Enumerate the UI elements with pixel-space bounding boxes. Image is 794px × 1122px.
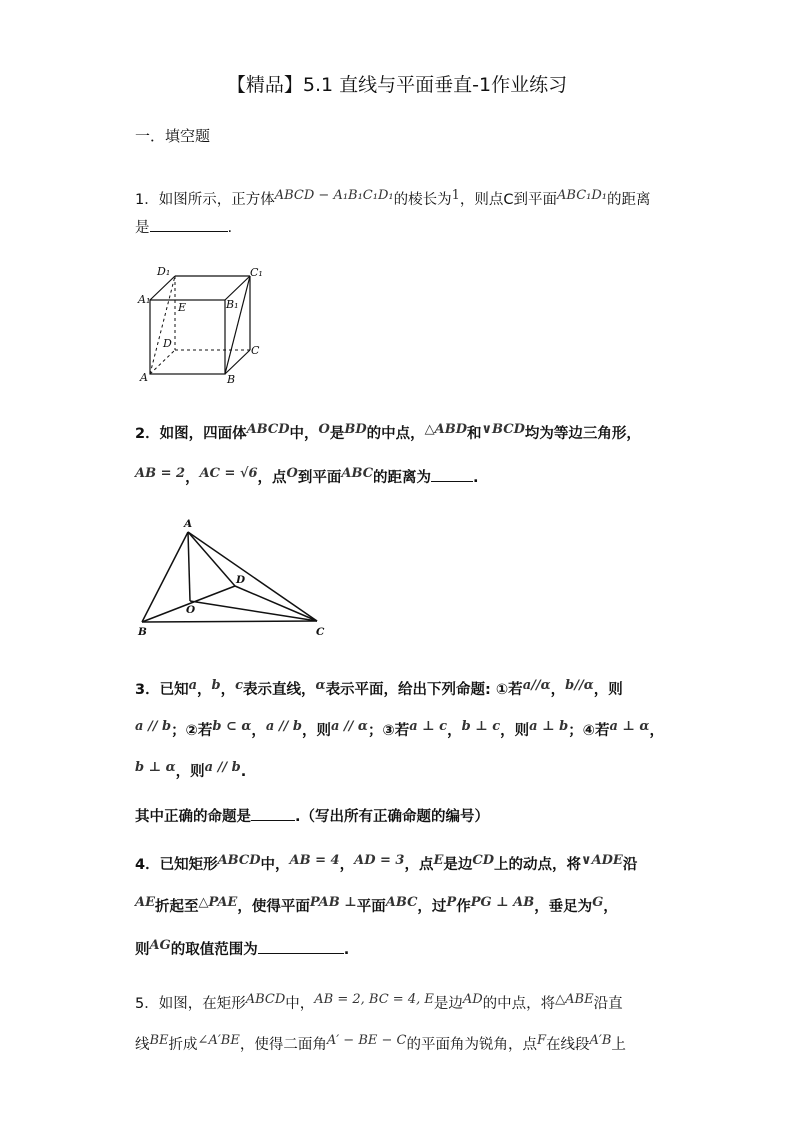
- question-text: 表示直线，: [243, 682, 316, 698]
- question-text: .: [227, 220, 233, 236]
- question-text: ，: [197, 682, 212, 698]
- vertex-label-o: O: [186, 604, 196, 616]
- math-expression: 1: [451, 188, 460, 203]
- question-text: ；④若: [568, 723, 610, 739]
- math-expression: ABCD: [246, 422, 290, 437]
- question-text: 折成: [168, 1037, 198, 1053]
- math-expression: α: [315, 678, 326, 693]
- question-text: 已知: [159, 682, 189, 698]
- math-expression: △PAE: [198, 895, 238, 910]
- math-expression: AD: [462, 992, 483, 1007]
- question-text: ；②若: [171, 723, 213, 739]
- question-text: 沿直: [593, 996, 623, 1012]
- math-expression: a // b: [135, 719, 172, 734]
- vertex-label-a: A: [184, 518, 193, 530]
- question-number: 4．: [135, 857, 160, 873]
- math-expression: AD = 3: [354, 853, 405, 868]
- math-expression: P: [446, 895, 457, 910]
- cube-figure: [130, 262, 270, 390]
- question-text: 的距离为: [373, 470, 432, 486]
- math-expression: b ⊥ c: [461, 719, 501, 734]
- question-1-line-2: [135, 216, 232, 237]
- question-text: ，: [339, 857, 355, 873]
- math-expression: O: [318, 422, 330, 437]
- vertex-label-b: B: [138, 626, 147, 638]
- question-2-line-2: [135, 466, 479, 487]
- question-text: 是边: [433, 996, 463, 1012]
- question-text: ，过: [417, 899, 447, 915]
- math-expression: BD: [344, 422, 367, 437]
- math-expression: E: [433, 853, 444, 868]
- math-expression: ABC: [385, 895, 418, 910]
- vertex-label-a1: A₁: [138, 293, 151, 306]
- question-text: 如图，在矩形: [158, 996, 246, 1012]
- answer-blank: [431, 469, 473, 482]
- vertex-label-b: B: [227, 373, 236, 386]
- question-text: 的中点，将: [482, 996, 556, 1012]
- question-text: ，: [185, 470, 200, 486]
- question-5-line-2: [135, 1033, 626, 1054]
- question-text: ，则点C到平面: [459, 192, 558, 208]
- math-expression: G: [592, 895, 604, 910]
- question-text: 中，: [289, 426, 319, 442]
- question-text: 如图，四面体: [159, 426, 247, 442]
- math-expression: ABC₁D₁: [557, 188, 607, 203]
- question-text: .: [473, 470, 479, 486]
- question-number: 1．: [135, 192, 159, 208]
- question-text: 是: [135, 220, 150, 236]
- question-number: 2．: [135, 426, 160, 442]
- math-expression: PAB ⊥: [309, 895, 357, 910]
- question-text: 其中正确的命题是: [135, 809, 251, 825]
- question-2-line-1: [135, 422, 641, 443]
- section-heading: 一．填空题: [135, 127, 211, 145]
- math-expression: A′B: [589, 1033, 612, 1048]
- math-expression: CD: [472, 853, 495, 868]
- question-text: 上的动点，将: [494, 857, 582, 873]
- math-expression: F: [536, 1033, 547, 1048]
- question-number: 5．: [135, 996, 159, 1012]
- question-text: ，使得平面: [237, 899, 310, 915]
- question-text: 表示平面，给出下列命题: ①若: [325, 682, 523, 698]
- question-number: 3．: [135, 682, 160, 698]
- question-text: 线: [135, 1037, 150, 1053]
- question-text: ；③若: [367, 723, 410, 739]
- math-expression: ∨BCD: [481, 422, 525, 437]
- question-text: 是边: [443, 857, 473, 873]
- math-expression: AB = 4: [289, 853, 340, 868]
- question-text: 作: [456, 899, 471, 915]
- question-text: 到平面: [297, 470, 342, 486]
- page-title: 【精品】5.1 直线与平面垂直-1作业练习: [226, 74, 568, 96]
- tetrahedron-figure: [132, 515, 342, 643]
- question-text: ，: [251, 723, 266, 739]
- vertex-label-b1: B₁: [226, 298, 239, 311]
- math-expression: AE: [135, 895, 155, 910]
- math-expression: ABC: [341, 466, 374, 481]
- math-expression: AC = √6: [199, 466, 258, 481]
- question-text: 的棱长为: [393, 192, 452, 208]
- question-text: 折起至: [155, 899, 199, 915]
- math-expression: △ABE: [555, 992, 594, 1007]
- question-text: .: [343, 942, 350, 958]
- question-text: .（写出所有正确命题的编号）: [295, 809, 490, 825]
- question-4-line-3: [135, 938, 349, 959]
- question-text: 是: [329, 426, 345, 442]
- math-expression: c: [235, 678, 244, 693]
- question-text: ，: [220, 682, 236, 698]
- question-text: 如图所示，正方体: [158, 192, 275, 208]
- question-text: 和: [466, 426, 482, 442]
- question-text: 中，: [285, 996, 315, 1012]
- question-text: 上: [611, 1037, 626, 1053]
- vertex-label-c: C: [251, 344, 260, 357]
- question-text: 则: [135, 942, 150, 958]
- math-expression: b//α: [565, 678, 594, 693]
- math-expression: a // α: [330, 719, 368, 734]
- math-expression: a ⊥ b: [529, 719, 569, 734]
- question-4-line-2: [135, 895, 618, 916]
- question-text: 的中点，: [366, 426, 425, 442]
- vertex-label-e: E: [178, 301, 187, 314]
- math-expression: a//α: [522, 678, 551, 693]
- question-text: ，则: [175, 764, 205, 780]
- math-expression: AB = 2: [135, 466, 186, 481]
- vertex-label-c: C: [316, 626, 325, 638]
- question-text: ，则: [301, 723, 331, 739]
- math-expression: a ⊥ c: [409, 719, 448, 734]
- math-expression: ABCD − A₁B₁C₁D₁: [274, 188, 394, 203]
- question-text: 在线段: [546, 1037, 590, 1053]
- math-expression: a ⊥ α: [609, 719, 650, 734]
- math-expression: O: [286, 466, 298, 481]
- question-text: ，: [550, 682, 566, 698]
- math-expression: △ABD: [424, 422, 467, 437]
- math-expression: b: [211, 678, 221, 693]
- math-expression: a // b: [265, 719, 302, 734]
- question-4-line-1: [135, 853, 637, 874]
- question-text: ，则: [500, 723, 530, 739]
- question-text: 的距离: [607, 192, 651, 208]
- question-3-line-3: [135, 760, 246, 781]
- math-expression: a // b: [204, 760, 241, 775]
- answer-blank: [251, 808, 295, 821]
- vertex-label-d1: D₁: [157, 265, 171, 278]
- vertex-label-d: D: [163, 337, 172, 350]
- vertex-label-d: D: [236, 574, 246, 586]
- question-text: ，点: [404, 857, 434, 873]
- math-expression: PG ⊥ AB: [470, 895, 535, 910]
- question-text: 均为等边三角形，: [524, 426, 641, 442]
- question-text: 沿: [622, 857, 638, 873]
- question-3-line-4: [135, 805, 489, 826]
- question-text: ，: [447, 723, 462, 739]
- math-expression: AB = 2, BC = 4, E: [314, 992, 434, 1007]
- math-expression: A′ − BE − C: [326, 1033, 407, 1048]
- question-text: ，垂足为: [534, 899, 593, 915]
- question-text: 的平面角为锐角，点: [406, 1037, 537, 1053]
- vertex-label-a: A: [140, 371, 148, 384]
- question-text: 已知矩形: [159, 857, 218, 873]
- answer-blank: [150, 219, 228, 232]
- answer-blank: [258, 941, 344, 954]
- question-text: .: [240, 764, 247, 780]
- question-text: ，使得二面角: [239, 1037, 327, 1053]
- question-text: ，则: [593, 682, 623, 698]
- question-text: 中，: [260, 857, 290, 873]
- math-expression: ABCD: [217, 853, 261, 868]
- question-text: ，: [603, 899, 618, 915]
- math-expression: b ⊂ α: [212, 719, 252, 734]
- math-expression: ∨ADE: [581, 853, 623, 868]
- math-expression: ABCD: [245, 992, 286, 1007]
- question-text: 平面: [356, 899, 386, 915]
- math-expression: AG: [149, 938, 171, 953]
- question-3-line-2: [135, 719, 664, 740]
- vertex-label-c1: C₁: [250, 266, 263, 279]
- math-expression: ∠A′BE: [197, 1033, 240, 1048]
- math-expression: a: [188, 678, 198, 693]
- question-5-line-1: [135, 992, 623, 1013]
- math-expression: BE: [149, 1033, 169, 1048]
- question-text: 的取值范围为: [170, 942, 258, 958]
- question-3-line-1: [135, 678, 623, 699]
- question-text: ，点: [257, 470, 287, 486]
- math-expression: b ⊥ α: [135, 760, 176, 775]
- question-1-line-1: [135, 188, 651, 209]
- question-text: ，: [649, 723, 664, 739]
